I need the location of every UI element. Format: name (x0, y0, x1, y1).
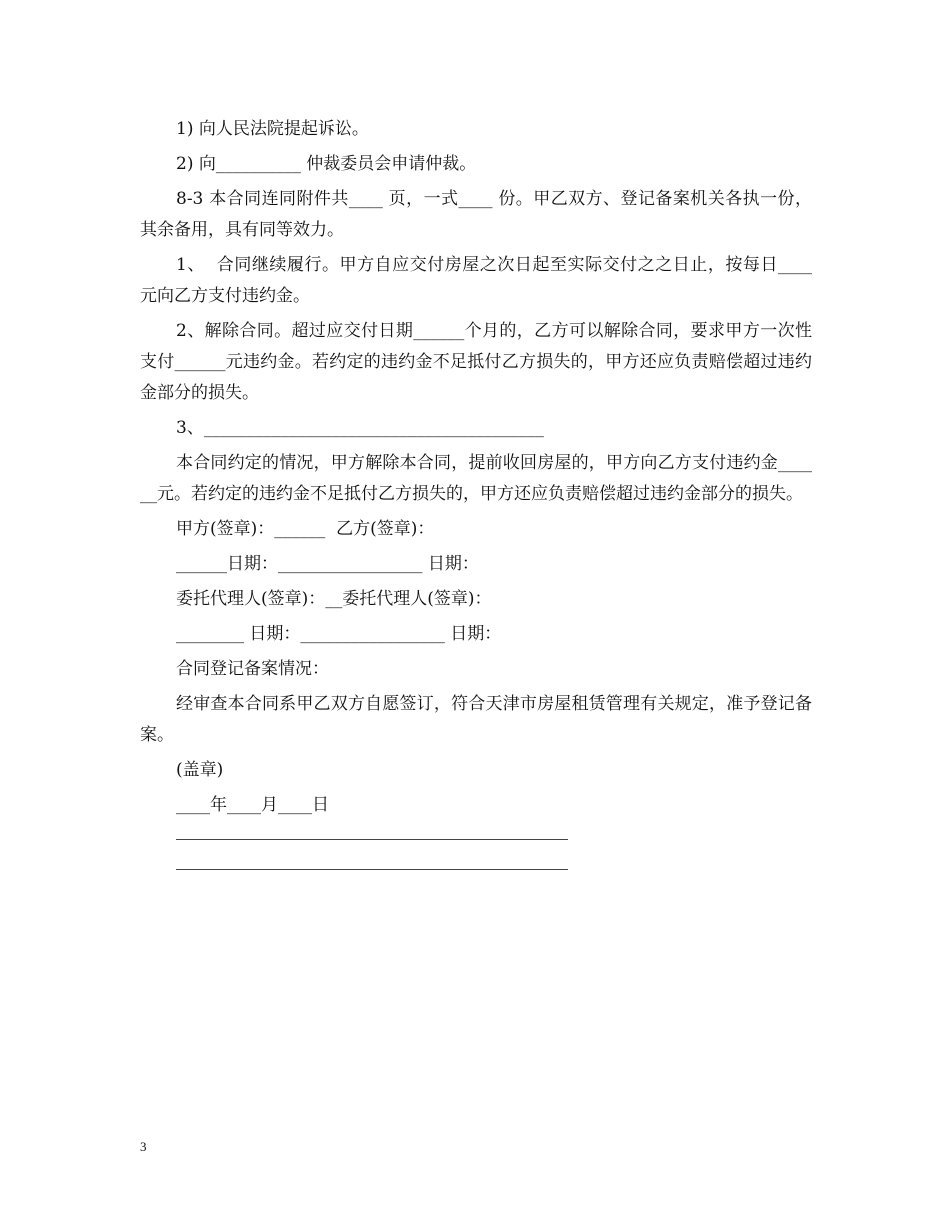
signature-dates-2: ________ 日期：_________________ 日期： (176, 624, 502, 644)
signature-dates-1: ______日期：_________________ 日期： (176, 554, 479, 574)
paragraph-arbitration: 2) 向__________ 仲裁委员会申请仲裁。 (176, 154, 477, 174)
paragraph-item-3-blank: 3、________________________________________ (176, 418, 544, 438)
registration-heading: 合同登记备案情况： (176, 659, 329, 679)
document-body (140, 114, 818, 885)
signature-agents: 委托代理人(签章)：__委托代理人(签章)： (176, 589, 492, 609)
registration-approval: 经审查本合同系甲乙双方自愿签订，符合天津市房屋租赁管理有关规定，准予登记备案。 (140, 694, 812, 745)
paragraph-8-3-copies: 8-3 本合同连同附件共____ 页，一式____ 份。甲乙双方、登记备案机关各执一份，其余备用，具有同等效力。 (140, 189, 812, 240)
paragraph-terminate-contract: 2、解除合同。超过应交付日期______个月的，乙方可以解除合同，要求甲方一次性支付______元违约金。若约定的违约金不足抵付乙方损失的，甲方还应负责赔偿超过违约金部分的损失。 (140, 321, 812, 403)
signature-party-a-b: 甲方(签章)：______ 乙方(签章)： (176, 519, 435, 539)
blank-rule-1 (140, 825, 812, 855)
registration-date: ____年____月____日 (176, 795, 329, 815)
paragraph-litigation: 1) 向人民法院提起诉讼。 (176, 119, 369, 139)
page-number: 3 (140, 1139, 147, 1154)
paragraph-early-recovery: 本合同约定的情况，甲方解除本合同，提前收回房屋的，甲方向乙方支付违约金______元。若约定的违约金不足抵付乙方损失的，甲方还应负责赔偿超过违约金部分的损失。 (140, 453, 812, 504)
seal-label: (盖章) (176, 760, 224, 780)
blank-rule-2 (140, 855, 812, 885)
paragraph-continue-performance: 1、 合同继续履行。甲方自应交付房屋之次日起至实际交付之之日止，按每日____ 元向乙方支付违约金。 (140, 255, 818, 306)
